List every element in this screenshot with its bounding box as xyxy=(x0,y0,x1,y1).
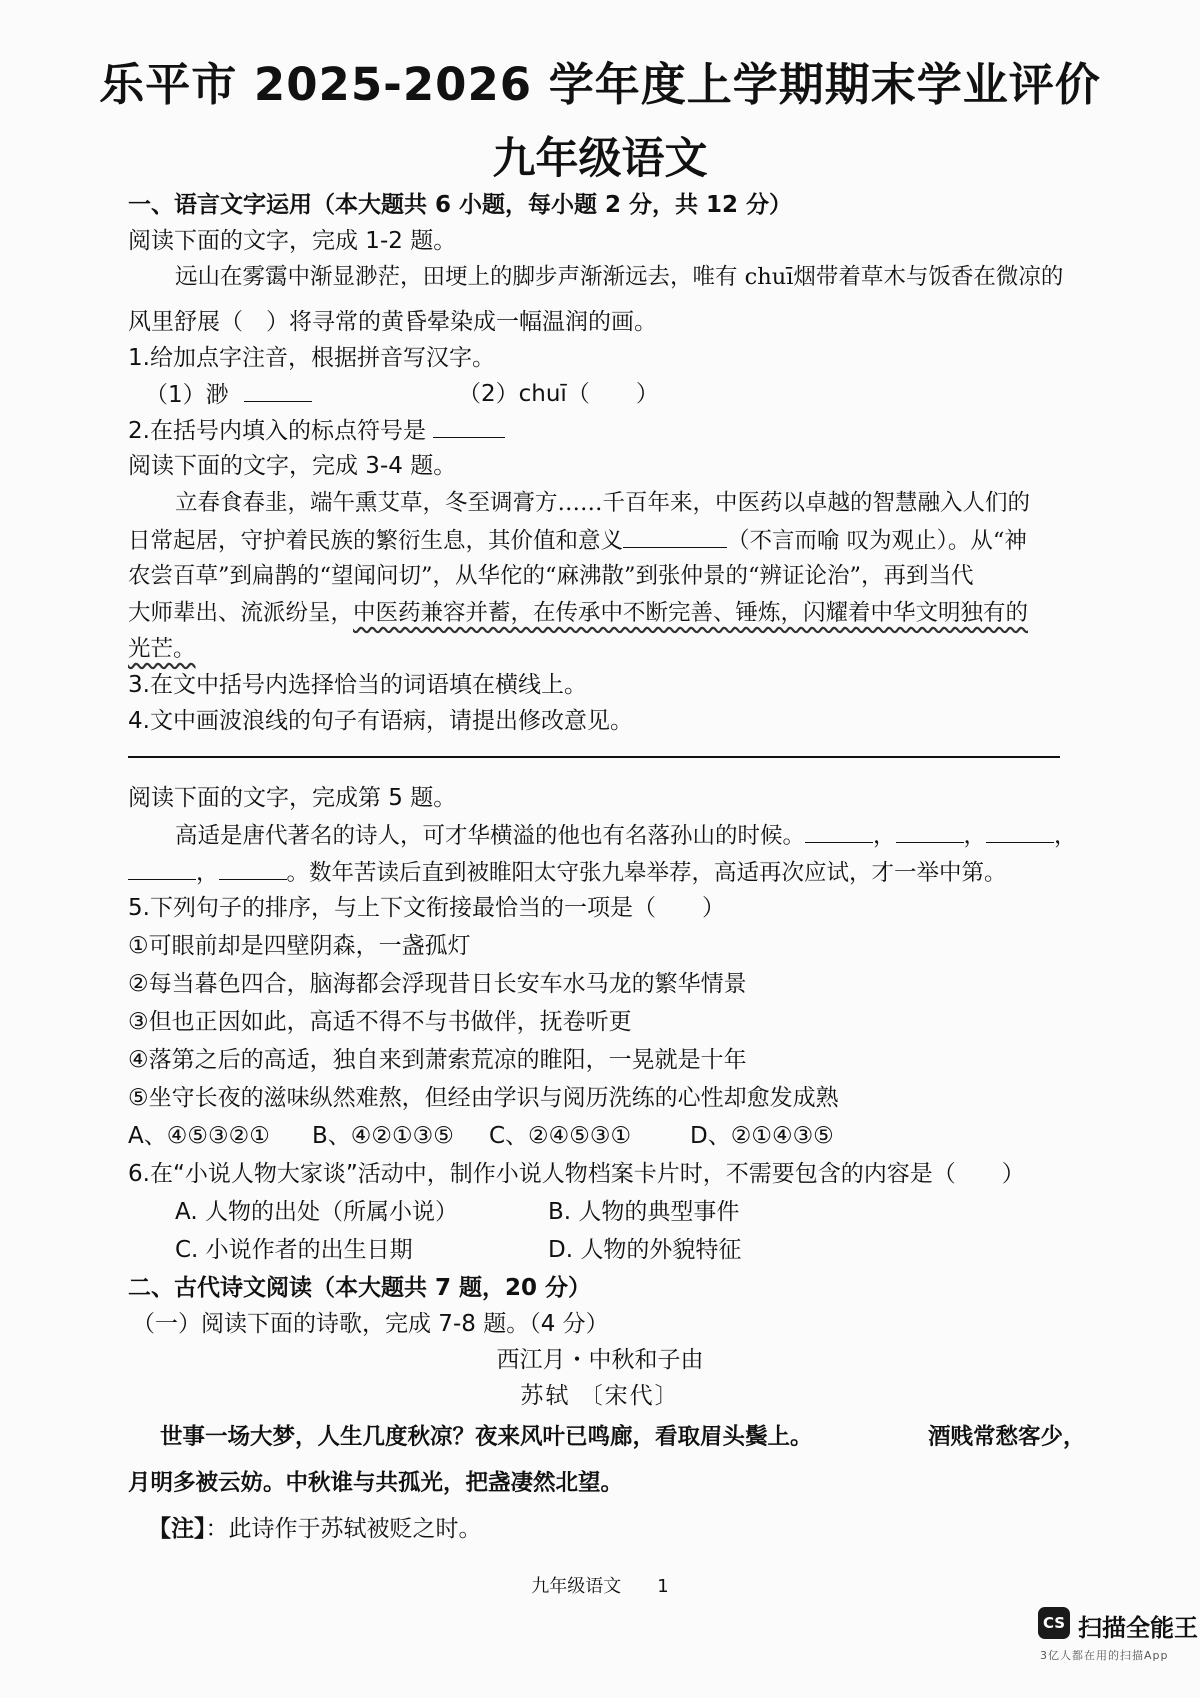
poem-line2: 月明多被云妨。中秋谁与共孤光，把盏凄然北望。 xyxy=(128,1470,624,1496)
wavy-underlined-sentence-end: 光芒。 xyxy=(128,636,196,662)
read-instruction-1: 阅读下面的文字，完成 1-2 题。 xyxy=(128,228,457,254)
q5-option-c[interactable]: C、②④⑤③① xyxy=(489,1123,632,1149)
answer-blank[interactable] xyxy=(896,818,964,843)
answer-blank[interactable] xyxy=(986,818,1054,843)
q5-item-5: ⑤坐守长夜的滋味纵然难熬，但经由学识与阅历洗练的心性却愈发成熟 xyxy=(128,1085,839,1111)
answer-blank[interactable] xyxy=(244,377,312,402)
question-1: 1.给加点字注音，根据拼音写汉字。 xyxy=(128,345,495,371)
page-footer: 九年级语文 1 xyxy=(531,1576,669,1597)
poem-note xyxy=(148,1512,482,1546)
read-instruction-2: 阅读下面的文字，完成 3-4 题。 xyxy=(128,453,457,479)
passage2-line2-text: 日常起居，守护着民族的繁衍生息，其价值和意义 xyxy=(128,528,624,554)
poem-title: 西江月・中秋和子由 xyxy=(496,1347,704,1373)
question-5: 5.下列句子的排序，与上下文衔接最恰当的一项是（ ） xyxy=(128,895,725,921)
passage2-line2 xyxy=(128,523,1027,558)
poem-author: 苏轼 〔宋代〕 xyxy=(520,1383,680,1409)
answer-blank[interactable] xyxy=(623,523,727,548)
answer-blank[interactable] xyxy=(805,818,873,843)
passage2-line1: 立春食春韭，端午熏艾草，冬至调膏方……千百年来，中医药以卓越的智慧融入人们的 xyxy=(175,490,1031,516)
q6-option-c[interactable]: C. 小说作者的出生日期 xyxy=(175,1237,413,1263)
section2-heading: 二、古代诗文阅读（本大题共 7 题，20 分） xyxy=(128,1275,592,1301)
question-6: 6.在“小说人物大家谈”活动中，制作小说人物档案卡片时，不需要包含的内容是（ ） xyxy=(128,1161,1025,1187)
passage1-line1: 远山在雾霭中渐显渺茫，田埂上的脚步声渐渐远去，唯有 chuī烟带着草木与饭香在微凉的 xyxy=(175,264,1064,290)
passage3-line1: 高适是唐代著名的诗人，可才华横溢的他也有名落孙山的时候。 ， ， ， xyxy=(175,818,1077,853)
question-1-part-a-label: （1）渺 xyxy=(145,382,229,408)
passage2-line3: 农尝百草”到扁鹊的“望闻问切”，从华佗的“麻沸散”到张仲景的“辨证论治”，再到当代 xyxy=(128,563,974,589)
q5-item-3: ③但也正因如此，高适不得不与书做伴，抚卷听更 xyxy=(128,1009,632,1035)
scanner-tagline: 3亿人都在用的扫描App xyxy=(1040,1649,1169,1662)
section1-heading: 一、语言文字运用（本大题共 6 小题，每小题 2 分，共 12 分） xyxy=(128,192,793,218)
wavy-underlined-sentence: 中医药兼容并蓄，在传承中不断完善、锤炼，闪耀着中华文明独有的 xyxy=(353,600,1029,626)
passage3-line2: ， 。数年苦读后直到被睢阳太守张九皋举荐，高适再次应试，才一举中第。 xyxy=(128,855,1007,890)
passage2-line5 xyxy=(128,632,196,666)
answer-line[interactable] xyxy=(128,756,1060,758)
q5-item-2: ②每当暮色四合，脑海都会浮现昔日长安车水马龙的繁华情景 xyxy=(128,971,747,997)
question-2 xyxy=(128,413,505,448)
q6-option-a[interactable]: A. 人物的出处（所属小说） xyxy=(175,1199,458,1225)
question-2-label: 2.在括号内填入的标点符号是 xyxy=(128,418,426,444)
passage3-line1-text: 高适是唐代著名的诗人，可才华横溢的他也有名落孙山的时候。 xyxy=(175,823,806,849)
cs-logo-icon: CS xyxy=(1038,1607,1070,1639)
q6-option-d[interactable]: D. 人物的外貌特征 xyxy=(548,1237,742,1263)
q5-option-d[interactable]: D、②①④③⑤ xyxy=(690,1123,834,1149)
answer-blank[interactable] xyxy=(219,855,287,880)
passage2-line4-text: 大师辈出、流派纷呈， xyxy=(128,600,354,626)
scanner-app-name: 扫描全能王 xyxy=(1078,1614,1198,1642)
q6-option-b[interactable]: B. 人物的典型事件 xyxy=(548,1199,740,1225)
answer-blank[interactable] xyxy=(433,413,505,438)
note-label: 【注】 xyxy=(148,1516,206,1542)
exam-title: 乐平市 2025-2026 学年度上学期期末学业评价 xyxy=(99,58,1101,111)
q5-option-b[interactable]: B、④②①③⑤ xyxy=(312,1123,454,1149)
question-1-part-b: （2）chuī（ ） xyxy=(458,381,659,407)
q5-option-a[interactable]: A、④⑤③②① xyxy=(128,1123,270,1149)
q5-item-4: ④落第之后的高适，独自来到萧索荒凉的睢阳，一晃就是十年 xyxy=(128,1047,747,1073)
passage3-line2-text: 。数年苦读后直到被睢阳太守张九皋举荐，高适再次应试，才一举中第。 xyxy=(286,860,1007,886)
poem-line1-b: 酒贱常愁客少， xyxy=(928,1424,1086,1450)
section2-sub1: （一）阅读下面的诗歌，完成 7-8 题。（4 分） xyxy=(132,1311,609,1337)
note-text: ：此诗作于苏轼被贬之时。 xyxy=(205,1516,482,1542)
exam-subject: 九年级语文 xyxy=(492,134,708,184)
answer-blank[interactable] xyxy=(128,855,196,880)
question-1-part-a xyxy=(145,377,312,412)
question-4: 4.文中画波浪线的句子有语病，请提出修改意见。 xyxy=(128,708,633,734)
passage1-line2: 风里舒展（ ）将寻常的黄昏晕染成一幅温润的画。 xyxy=(128,309,657,335)
read-instruction-3: 阅读下面的文字，完成第 5 题。 xyxy=(128,785,457,811)
passage2-line2-choices: （不言而喻 叹为观止）。从“神 xyxy=(727,528,1027,554)
passage2-line4 xyxy=(128,596,1028,630)
question-3: 3.在文中括号内选择恰当的词语填在横线上。 xyxy=(128,672,587,698)
poem-line1: 世事一场大梦，人生几度秋凉？夜来风叶已鸣廊，看取眉头鬓上。 xyxy=(160,1424,813,1450)
q5-item-1: ①可眼前却是四壁阴森，一盏孤灯 xyxy=(128,933,471,959)
